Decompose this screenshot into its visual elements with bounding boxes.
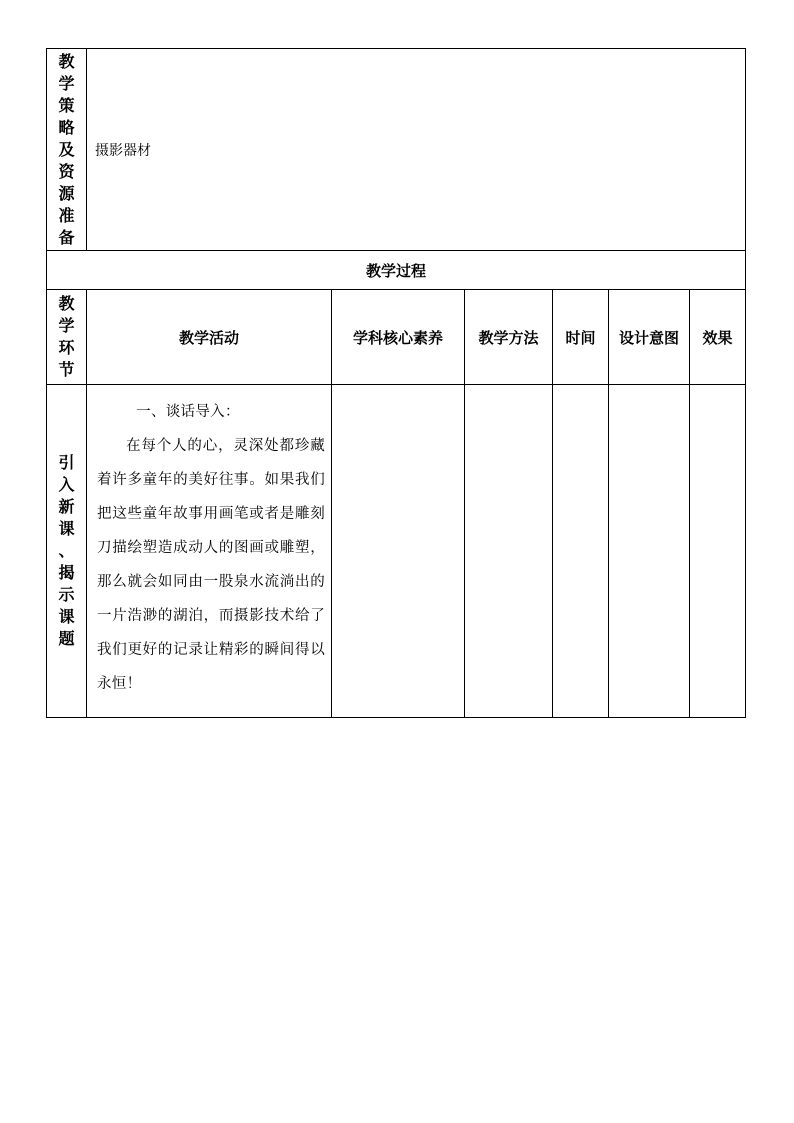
header-row [47, 290, 746, 385]
table-row [47, 385, 746, 718]
activity-heading: 一、谈话导入： [136, 404, 240, 420]
lesson-plan-table [46, 48, 746, 718]
strategy-row [47, 49, 746, 251]
activity-body: 在每个人的心，灵深处都珍藏着许多童年的美好往事。如果我们把这些童年故事用画笔或者是雕刻刀描绘塑造成动人的图画或雕塑，那么就会如同由一股泉水流淌出的一片浩渺的湖泊，而摄影技术给了我们更好的记录让精彩的瞬间得以永恒！ [97, 438, 325, 692]
effect-cell [690, 385, 746, 718]
column-header-design-intent: 设计意图 [609, 290, 690, 385]
column-header-method: 教学方法 [465, 290, 553, 385]
strategy-content: 摄影器材 [87, 49, 746, 251]
column-header-core-literacy: 学科核心素养 [332, 290, 465, 385]
activity-cell [87, 385, 332, 718]
stage-header: 教 学 环 节 [47, 290, 87, 385]
time-cell [553, 385, 609, 718]
column-header-activity: 教学活动 [87, 290, 332, 385]
core-literacy-cell [332, 385, 465, 718]
process-title-row [47, 251, 746, 290]
column-header-effect: 效果 [690, 290, 746, 385]
stage-label: 引 入 新 课 、 揭 示 课 题 [47, 385, 87, 718]
method-cell [465, 385, 553, 718]
column-header-time: 时间 [553, 290, 609, 385]
design-intent-cell [609, 385, 690, 718]
strategy-label: 教 学 策 略 及 资 源 准 备 [47, 49, 87, 251]
process-title: 教学过程 [47, 251, 746, 290]
